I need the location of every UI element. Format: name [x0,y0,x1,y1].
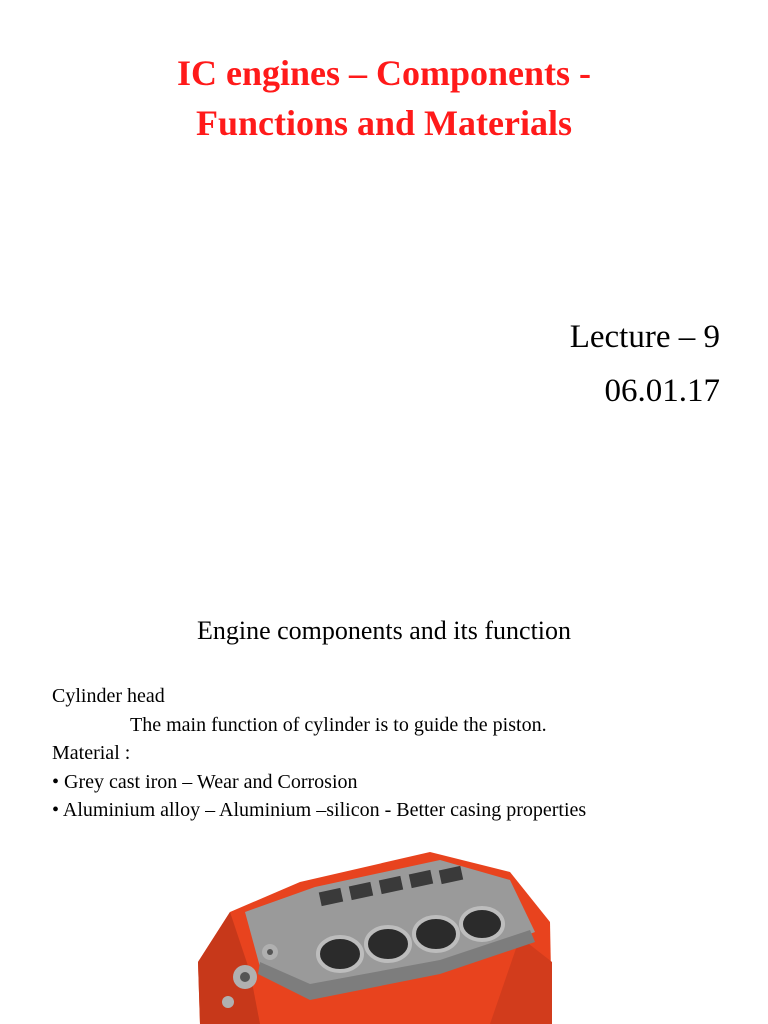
slide-title [0,48,768,148]
component-description [52,682,586,825]
content-slide [0,574,768,1024]
engine-block-image [190,842,560,1024]
component-function: The main function of cylinder is to guide the piston. [130,713,547,736]
section-heading: Engine components and its function [196,616,572,645]
component-name: Cylinder head [52,685,165,707]
lecture-info [570,310,720,418]
title-line-2: Functions and Materials [195,103,572,143]
material-item-1: • Grey cast iron – Wear and Corrosion [52,770,358,793]
lecture-number: Lecture – 9 [569,319,720,355]
title-line-1: IC engines – Components - [176,53,592,93]
material-item-2: • Aluminium alloy – Aluminium –silicon - Better casing properties [52,799,587,821]
lecture-date: 06.01.17 [604,373,720,409]
material-label: Material : [52,742,131,764]
